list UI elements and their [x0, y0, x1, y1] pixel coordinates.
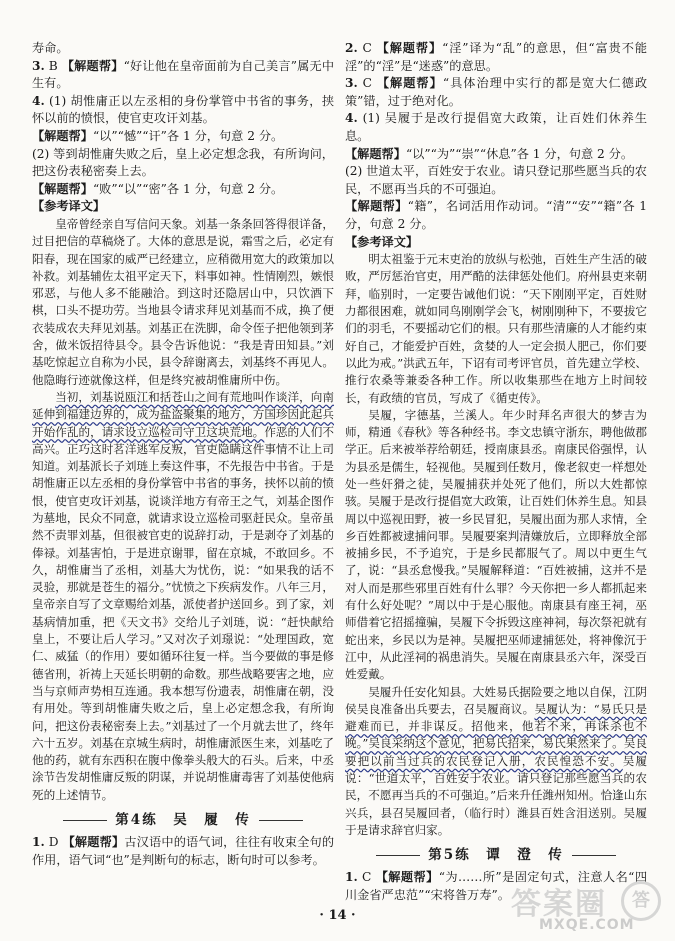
left-q3: 3. B 【解题帮】“好让他在皇帝面前为自己美言”属无中生有。: [32, 58, 335, 91]
left-intro-line: 寿命。: [32, 41, 69, 55]
watermark-circle-icon: 答: [621, 881, 661, 921]
left-column: [32, 40, 334, 869]
right-q4-hint1: 【解题帮】“以”“为”“崇”“休息”各 1 分，句意 2 分。: [345, 146, 634, 161]
left-q4-s1: 4. (1) 胡惟庸正以左丞相的身份掌管中书省的事务，挟怀以前的愤恨，使官吏攻讦刘基。: [32, 93, 335, 126]
right-q3: 3. C 【解题帮】“具体治理中实行的都是宽大仁德政策”错，过于绝对化。: [345, 76, 648, 108]
right-translation-para2: 吴履，字德基，兰溪人。年少时拜名声很大的梦吉为师，精通《春秋》等各种经书。李文忠镇守浙东，聘他做郡学正。后来被举荐给朝廷，授南康县丞。南康民俗强悍，认为县丞是儒生，轻视他。吴履到任数月，像老叙吏一样想处处一些奸猾之徒，吴履捕获并处死了他们，所以大姓都惊骇。吴履于是改行提倡宽大政策，让百姓们休养生息。知县周以中巡视田野，被一乡民冒犯，吴履出面为那人求情，全乡百姓都被逮捕问罪。吴履要案判清嫌放后，立即释放全部被捕乡民，不予追究，于是乡民都服气了。周以中更生气了，说：“县丞怠慢我。”吴履解释道：“百姓被捕，这并不是对人而是那些邪里百姓有什么罪？今天你把一乡人都抓起来有什么好处呢？”周以中于是心服他。南康县有座王祠，巫师借着它招摇撞骗，吴履下令拆毁这座神祠，每次祭祀就有蛇出来，乡民以为是神。吴履把巫师逮捕惩处，将神像沉于江中，从此淫祠的祸患消失。吴履在南康县丞六年，深受百姓爱戴。: [345, 407, 647, 682]
right-translation-para1: 明太祖鉴于元末吏治的放纵与松弛，百姓生产生活的破败，严厉惩治官吏，用严酷的法律惩处他们。府州县吏来朝拜，临别时，一定要告诫他们说：“天下刚刚平定，百姓财力都很困难，就如同鸟刚刚学会飞，树刚刚种下，不要拔它们的羽毛，不要摇动它们的根。只有那些清廉的人才能约束好自己，才能爱护百姓，贪婪的人一定会损人肥己，你们要以此为戒。”洪武五年，下诏有司考评官员，首先建立学校、推行农桑等兼委各种工作。所以收集那些在地方上时间较长，有政绩的官员，写成了《循吏传》。: [345, 252, 647, 405]
title-rule-left: [63, 820, 107, 821]
left-reference-title: 【参考译文】: [32, 199, 106, 214]
title-rule-left: [376, 855, 420, 856]
right-q4-s2: (2) 世道太平，百姓安于农业。请只登记那些愿当兵的农民，不愿再当兵的不可强迫。: [345, 164, 647, 196]
right-reference-title: 【参考译文】: [345, 234, 419, 249]
watermark-logo: 答案圈 答 MXQE.COM: [509, 879, 667, 937]
right-q2: 2. C 【解题帮】“淫”译为“乱”的意思，但“富贵不能淫”的“淫”是“迷惑”的意思。: [345, 41, 648, 73]
left-q4-hint1: 【解题帮】“以”“憾”“讦”各 1 分，句意 2 分。: [32, 128, 284, 143]
right-highlighted-passage: 吴履认为：“易氏只是避难而已，并非谋反。招他来，他若不来，再诛杀也不晚。”吴良采纳这个意见，把易氏招来，易氏果然来了。吴良要把以前当过兵的农民登记入册，农民惶恐不安。: [345, 701, 647, 768]
left-q4-s2: (2) 等到胡惟庸失败之后，皇上必定想念我，有所询问，把这份表秘密奏上去。: [32, 146, 334, 179]
left-q1: 1. D 【解题帮】古汉语中的语气词，往往有收束全句的作用，语气词“也”是判断句的标志，断句时可以参考。: [32, 835, 335, 867]
left-translation-para2: 当初，刘基说瓯江和括苍山之间有荒地叫作谈洋，向南延伸到福建边界的，成为盐盗聚集的地方，方国珍因此起兵开始作乱的，请求设立巡检司守卫这块荒地。作恶的人们不高兴。正巧这时茗洋逃军反叛，官吏隐瞒这件事情不让上司知道。刘基派长子刘琏上奏这件事，不先报告中书省。于是胡惟庸正以左丞相的身份掌管中书省的事务，挟怀以前的愤恨，使官吏攻讦刘基，说谈洋地方有帝王之气，刘基企图作为墓地，民众不同意，就请求设立巡检司驱赶民众。皇帝虽然不责罪刘基，但很被官吏的说辞打动，于是剥夺了刘基的俸禄。刘基害怕，于是进京谢罪，留在京城，不敢回乡。不久，胡惟庸当了丞相，刘基大为忧伤，说：“如果我的话不灵验，那就是苍生的福分。”忧愤之下疾病发作。八年三月，皇帝亲自写了文章赐给刘基，派使者护送回乡。到了家，刘基病情加重，把《天文书》交给儿子刘琏，说：“赶快献给皇上，不要让后人学习。”又对次子刘璟说：“处理国政，宽仁、威猛（的作用）要如循环往复一样。当今要做的事是修德省刑，祈祷上天延长明朝的命数。那些战略要害之地，应当与京师声势相互连通。我本想写份遗表，胡惟庸在朝，没有用处。等到胡惟庸失败之后，皇上必定想念我，有所询问，把这份表秘密奏上去。”刘基过了一个月就去世了，终年六十五岁。刘基在京城生病时，胡惟庸派医生来，刘基吃了他的药，就有东西积在腹中像拳头般大的石头。后来，中丞涂节告发胡惟庸反叛的阴谋，并说胡惟庸毒害了刘基使他病死的上述情节。: [32, 389, 334, 802]
page-number: · 14 ·: [319, 908, 356, 923]
left-highlighted-passage: 当初，刘基说瓯江和括苍山之间有荒地叫作谈洋，向南延伸到福建边界的，成为盐盗聚集的地方，方国珍因此起兵开始作乱的，请求设立巡检司守卫这块荒地。: [32, 389, 334, 439]
right-q4-hint2: 【解题帮】“籍”，名词活用作动词。“清”“安”“籍”各 1 分，句意 2 分。: [345, 199, 648, 231]
right-translation-para3: 吴履升任安化知县。大姓易氏据险要之地以自保，江阴侯吴良准备出兵要去，召吴履商议。吴履认为：“易氏只是避难而已，并非谋反。招他来，他若不来，再诛杀也不晚。”吴良采纳这个意见，把易氏招来，易氏果然来了。吴良要把以前当过兵的农民登记入册，农民惶恐不安。吴履说：“世道太平，百姓安于农业。请只登记那些愿当兵的农民，不愿再当兵的不可强迫。”后来升任潍州知州。恰逢山东兴兵，县召吴履回者，（临行时）潍县百姓含泪送别。吴履于是请求辞官归家。: [345, 684, 647, 837]
left-q4-hint2: 【解题帮】“败”“以”“密”各 1 分，句意 2 分。: [32, 181, 284, 196]
title-rule-right: [572, 855, 616, 856]
left-section-title: 第4练 吴 履 传: [32, 810, 334, 830]
left-translation-para1: 皇帝曾经亲自写信问天象。刘基一条条回答得很详备，过目把信的草稿烧了。大体的意思是说，霜雪之后，必定有阳春，现在国家的威严已经建立，应稍微用宽大的政策加以补救。刘基辅佐太祖平定天下，料事如神。性情刚烈，嫉恨邪恶，与他人多不能融洽。到这时还隐居山中，只饮酒下棋，口头不提功劳。当地县令请求拜见刘基而不成，换了便衣装成农夫拜见刘基。刘基正在洗脚，命令侄子把他领到茅舍，做米饭招待县令。县令告诉他说：“我是青田知县。”刘基吃惊起立自称为小民，县令辞谢离去，刘基终不再见人。他隐晦行迹就像这样，但是终究被胡惟庸所中伤。: [32, 216, 334, 387]
right-q4-s1: 4. (1) 吴履于是改行提倡宽大政策，让百姓们休养生息。: [345, 111, 648, 143]
right-section-title: 第5练 谭 澄 传: [345, 845, 647, 865]
right-q1: 1. C 【解题帮】“为……所”是固定句式，注意人名“四川金省严忠范”“宋将昝万寿”。: [345, 870, 648, 902]
right-column: [345, 40, 647, 904]
title-rule-right: [259, 820, 303, 821]
